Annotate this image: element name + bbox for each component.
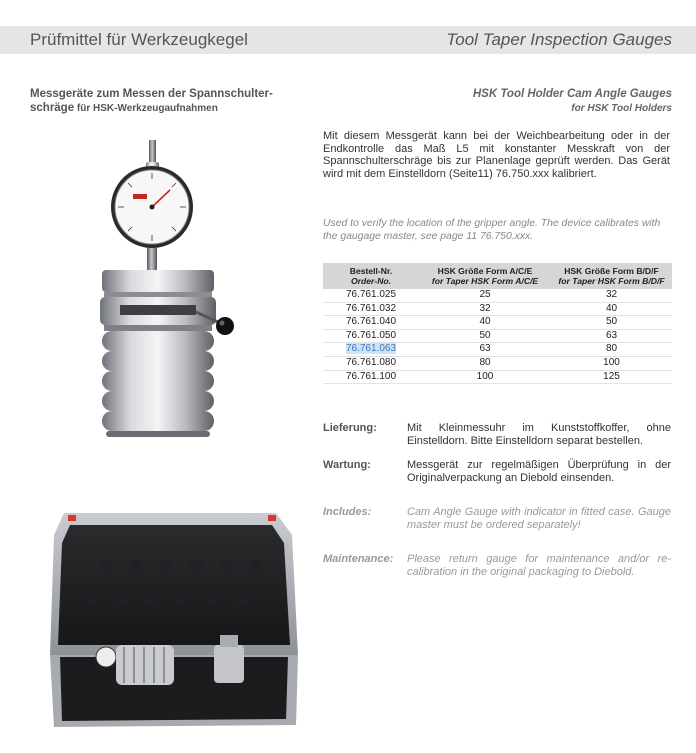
- header-form-ace-de: HSK Größe Form A/C/E: [437, 266, 533, 276]
- product-title-en: [372, 87, 672, 116]
- product-title-en-line2: for HSK Tool Holders: [571, 103, 672, 114]
- maintenance-label: Maintenance:: [323, 553, 394, 565]
- table-row: [323, 289, 672, 302]
- form-bdf-cell: 100: [603, 356, 620, 368]
- table-row: [323, 343, 672, 357]
- form-ace-cell: 63: [479, 343, 491, 355]
- case-photo: [46, 505, 300, 737]
- order-no-cell: 76.761.050: [345, 329, 397, 341]
- header-form-bdf-en: for Taper HSK Form B/D/F: [558, 276, 665, 286]
- description-en: Used to verify the location of the gripper angle. The device calibrates with the gaugage master, see page 11 76.750.xxx.: [323, 218, 661, 242]
- gauge-photo: [92, 140, 242, 450]
- description-de: Mit diesem Messgerät kann bei der Weichbearbeitung oder in der Endkontrolle das Maß L5 mit konstanter Messkraft von der Spannschulterschräge bis zur Planenlage geprüft werden. Das Gerät wird mit dem Einstelldorn (Seite11) 76.750.xxx kalibriert.: [323, 130, 670, 180]
- header-title-en: Tool Taper Inspection Gauges: [446, 30, 672, 49]
- header-title-de: Prüfmittel für Werkzeugkegel: [30, 30, 248, 49]
- product-title-de-line2: schräge: [30, 102, 75, 114]
- form-bdf-cell: 80: [605, 343, 618, 355]
- header-order-no: [323, 263, 419, 289]
- order-no-cell: [323, 343, 419, 357]
- form-ace-cell: 32: [479, 302, 491, 314]
- order-no-cell: 76.761.025: [345, 289, 397, 300]
- order-no-cell: 76.761.100: [345, 370, 397, 382]
- maintenance-text: Please return gauge for maintenance and/or re-calibration in the original packaging to Diebold.: [407, 553, 671, 578]
- wartung-label: Wartung:: [323, 459, 371, 471]
- form-bdf-cell: 63: [605, 329, 618, 341]
- form-bdf-cell: 50: [605, 316, 618, 328]
- header-order-no-de: Bestell-Nr.: [349, 266, 393, 276]
- header-form-bdf: [551, 263, 672, 289]
- form-ace-cell: 100: [476, 370, 494, 382]
- table-row: [323, 302, 672, 316]
- form-bdf-cell: 40: [605, 302, 618, 314]
- highlighted-order-no: 76.761.063: [345, 343, 397, 355]
- order-no-cell: 76.761.080: [345, 356, 397, 368]
- lieferung-label: Lieferung:: [323, 422, 377, 434]
- form-ace-cell: 50: [479, 329, 491, 341]
- product-title-de: [30, 87, 330, 116]
- header-form-ace-en: for Taper HSK Form A/C/E: [431, 276, 539, 286]
- product-title-de-suffix: für HSK-Werkzeugaufnahmen: [74, 103, 218, 114]
- header-banner: [0, 26, 696, 54]
- table-row: [323, 316, 672, 330]
- table-row: [323, 329, 672, 343]
- header-form-ace: [419, 263, 551, 289]
- lieferung-text: Mit Kleinmessuhr im Kunststoffkoffer, ohne Einstelldorn. Bitte Einstelldorn separat bestellen.: [407, 422, 671, 447]
- header-form-bdf-de: HSK Größe Form B/D/F: [564, 266, 659, 276]
- header-order-no-en: Order-No.: [350, 276, 392, 286]
- wartung-text: Messgerät zur regelmäßigen Überprüfung in der Originalverpackung an Diebold einsenden.: [407, 459, 671, 484]
- order-no-cell: 76.761.032: [345, 302, 397, 314]
- table-row: [323, 370, 672, 384]
- product-title-de-line1: Messgeräte zum Messen der Spannschulter-: [30, 88, 273, 100]
- order-table: [323, 263, 672, 384]
- includes-label: Includes:: [323, 506, 372, 518]
- form-ace-cell: 40: [479, 316, 491, 328]
- form-bdf-cell: 125: [603, 370, 620, 382]
- includes-text: Cam Angle Gauge with indicator in fitted case. Gauge master must be ordered separately!: [407, 506, 671, 531]
- form-ace-cell: 25: [479, 289, 491, 300]
- form-ace-cell: 80: [479, 356, 491, 368]
- table-header-row: [323, 263, 672, 289]
- product-title-en-line1: HSK Tool Holder Cam Angle Gauges: [472, 88, 672, 100]
- form-bdf-cell: 32: [605, 289, 618, 300]
- table-row: [323, 356, 672, 370]
- order-no-cell: 76.761.040: [345, 316, 397, 328]
